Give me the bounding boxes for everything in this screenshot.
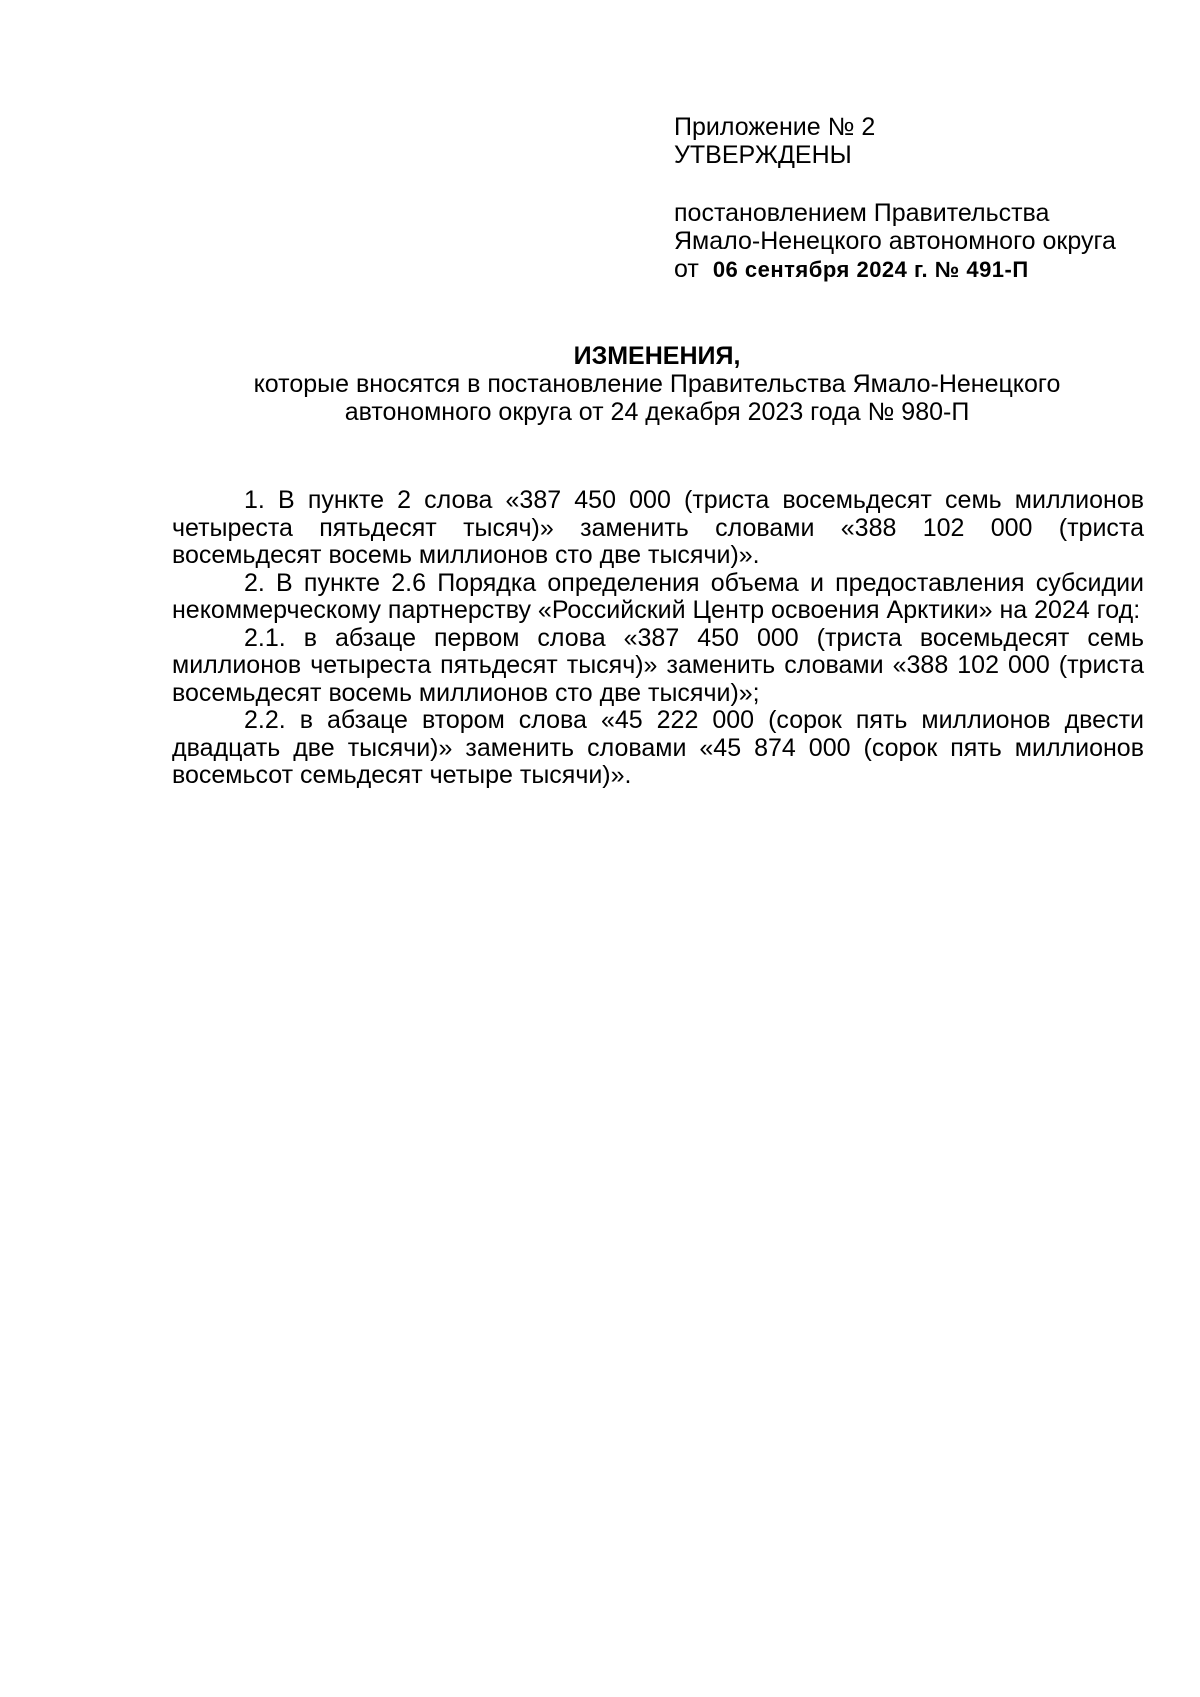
approval-block <box>674 113 1174 284</box>
document-title: ИЗМЕНЕНИЯ, <box>573 342 741 370</box>
spacer <box>674 169 1174 199</box>
approved-by-line-2: Ямало-Ненецкого автономного округа <box>674 227 1116 255</box>
paragraph-2: 2. В пункте 2.6 Порядка определения объема и предоставления субсидии некоммерческому партнерству «Российский Центр освоения Арктики» на 2024 год: <box>172 568 1144 624</box>
document-title-block <box>172 342 1142 426</box>
resolution-date-number: 06 сентября 2024 г. № 491-П <box>712 257 1029 282</box>
appendix-label: Приложение № 2 <box>674 113 876 141</box>
document-subtitle-line-1: которые вносятся в постановление Правительства Ямало-Ненецкого <box>253 370 1061 398</box>
date-prefix: от <box>674 255 699 283</box>
document-body <box>172 487 1144 790</box>
approved-label: УТВЕРЖДЕНЫ <box>674 141 852 169</box>
paragraph-2-2: 2.2. в абзаце втором слова «45 222 000 (сорок пять миллионов двести двадцать две тысячи)» заменить словами «45 874 000 (сорок пять миллионов восемьсот семьдесят четыре тысячи)». <box>172 706 1144 789</box>
paragraph-2-1: 2.1. в абзаце первом слова «387 450 000 (триста восемьдесят семь миллионов четыреста пятьдесят тысяч)» заменить словами «388 102 000 (триста восемьдесят восемь миллионов сто две тысячи)»; <box>172 623 1144 707</box>
approval-date-line <box>674 255 1174 284</box>
document-subtitle-line-2: автономного округа от 24 декабря 2023 года № 980-П <box>344 398 970 426</box>
paragraph-1: 1. В пункте 2 слова «387 450 000 (триста восемьдесят семь миллионов четыреста пятьдесят тысяч)» заменить словами «388 102 000 (триста восемьдесят восемь миллионов сто две тысячи)». <box>172 486 1144 569</box>
approved-by-line-1: постановлением Правительства <box>674 199 1050 227</box>
